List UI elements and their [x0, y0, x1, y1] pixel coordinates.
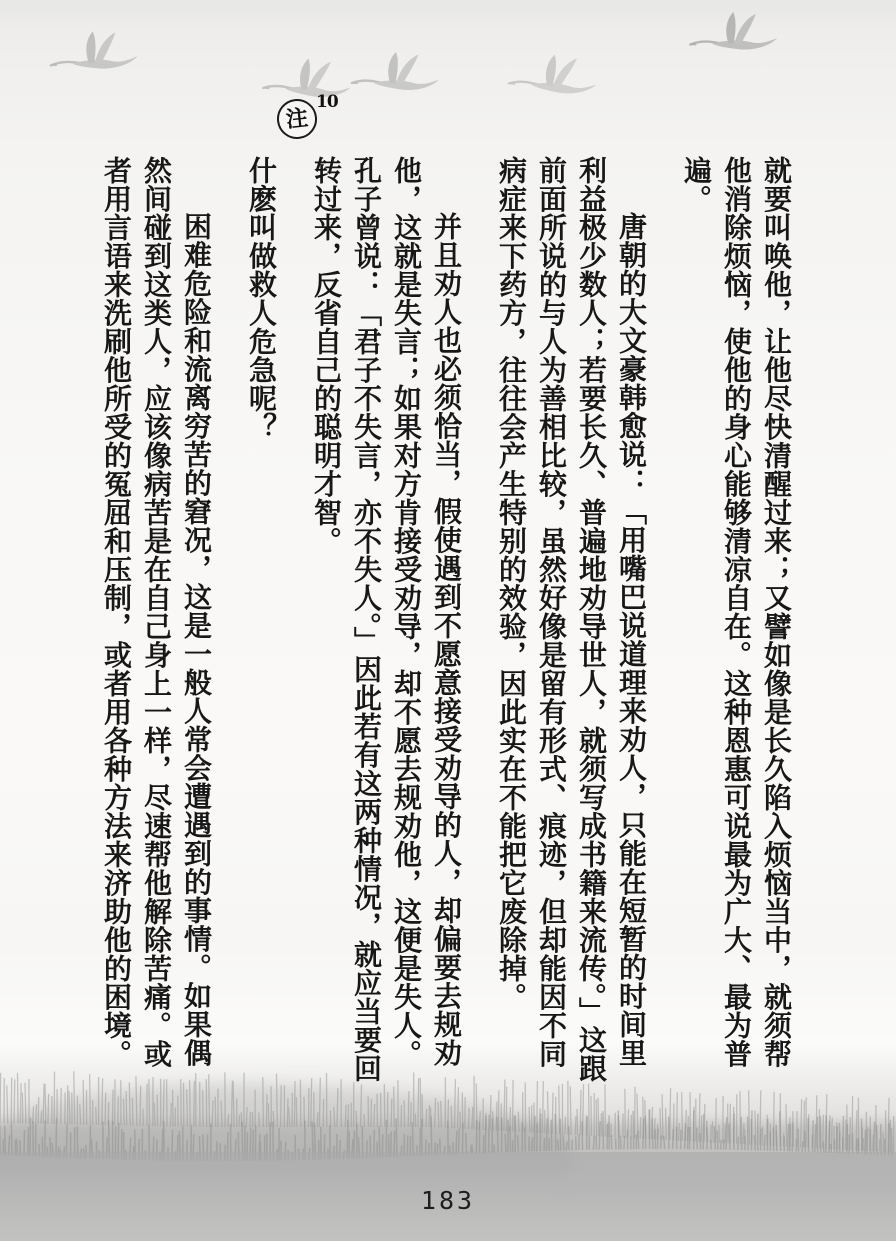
paragraph: 并且劝人也必须恰当，假使遇到不愿意接受劝导的人，却偏要去规劝他，这就是失言；如果对方肯接受劝导，却不愿去规劝他，这便是失人。孔子曾说：「君子不失言，亦不失人。」因此若有这两种情况，就应当要回转过来，反省自己的聪明才智。 [310, 156, 463, 1083]
section-heading: 什麽叫做救人危急呢？ [245, 156, 278, 441]
paragraph: 困难危险和流离穷苦的窘况，这是一般人常会遭遇到的事情。如果偶然间碰到这类人，应该像病苦是在自己身上一样，尽速帮他解除苦痛。或者用言语来洗刷他所受的冤屈和压制，或者用各种方法来济助他的困境。 [100, 156, 213, 1068]
flying-bird-icon [507, 52, 598, 95]
page-number: 183 [420, 1186, 476, 1215]
paragraph: 就要叫唤他，让他尽快清醒过来；又譬如像是长久陷入烦恼当中，就须帮他消除烦恼，使他的身心能够清凉自在。这种恩惠可说最为广大、最为普遍。 [680, 156, 793, 1068]
body-text [100, 156, 796, 1088]
paragraph: 唐朝的大文豪韩愈说：「用嘴巴说道理来劝人，只能在短暂的时间里利益极少数人；若要长久、普遍地劝导世人，就须写成书籍来流传。」这跟前面所说的与人为善相比较，虽然好像是留有形式、痕迹，但却能因不同病症来下药方，往往会产生特别的效验，因此实在不能把它废除掉。 [495, 156, 648, 1083]
note-marker-symbol: 注 [284, 104, 310, 134]
flying-bird-icon [350, 52, 439, 90]
note-marker-number: 10 [316, 92, 338, 112]
flying-bird-icon [687, 10, 777, 51]
flying-bird-icon [47, 28, 138, 72]
flying-birds-decoration [0, 0, 896, 180]
